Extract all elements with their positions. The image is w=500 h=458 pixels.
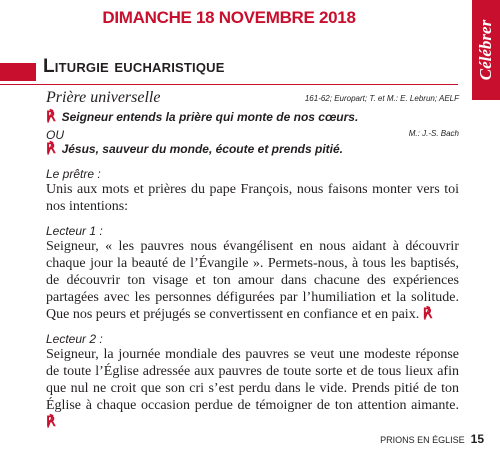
intercession-text: Seigneur, « les pauvres nous évangélisent en nous aidant à découvrir chaque jour la beauté de l’Évangile ». Permets-nous, à tous les baptisés, de découvrir ton visage et ton amour dans chacune des expériences partagées avec les personnes défigurées par l’humiliation et la solitude. Que nos peurs et préjugés se convertissent en confiance et en paix. xyxy=(46,239,459,322)
prayer-credit: 161-62; Europart; T. et M.: E. Lebrun; AELF xyxy=(304,94,459,103)
alternative-credit: M.: J.-S. Bach xyxy=(408,129,459,138)
speaker-lecteur-2: Lecteur 2 : xyxy=(46,332,103,346)
section-title: Liturgie eucharistique xyxy=(43,56,225,77)
section-marker-bar xyxy=(0,63,36,81)
refrain-1-text: Seigneur entends la prière qui monte de nos cœurs. xyxy=(61,110,359,124)
speaker-lecteur-1: Lecteur 1 : xyxy=(46,224,103,238)
publication-name: PRIONS EN ÉGLISE xyxy=(380,435,465,445)
alternative-label: OU xyxy=(46,128,64,142)
section-side-tab xyxy=(472,0,500,100)
intercession-text: Seigneur, la journée mondiale des pauvres se veut une modeste réponse de toute l’Église adressée aux pauvres de toute sorte et de tous lieux afin que nul ne croit que son cri s’est perdu dans le vide. Prends pitié de ton Église à chaque occasion perdue de témoigner de ton attention aimante. xyxy=(46,347,459,413)
refrain-2 xyxy=(46,141,459,158)
main-content xyxy=(46,89,459,431)
section-divider xyxy=(0,84,458,85)
page-date-heading: DIMANCHE 18 NOVEMBRE 2018 xyxy=(102,8,356,27)
intercession-text: Unis aux mots et prières du pape François, nous faisons monter vers toi nos intentions: xyxy=(46,182,459,214)
speaker-priest: Le prêtre : xyxy=(46,167,101,181)
intercession-lecteur-2 xyxy=(46,346,459,431)
page-footer xyxy=(380,432,484,446)
refrain-2-text: Jésus, sauveur du monde, écoute et prends pitié. xyxy=(61,142,343,156)
alternative-row xyxy=(46,126,459,141)
side-tab-label: Célébrer xyxy=(476,19,495,81)
prayer-title: Prière universelle xyxy=(46,89,161,106)
intercession-priest xyxy=(46,181,459,215)
response-symbol: ℟ xyxy=(46,142,56,157)
page-number: 15 xyxy=(470,432,484,446)
response-mark: ℟ xyxy=(422,307,433,322)
prayer-header xyxy=(46,89,459,109)
intercession-lecteur-1 xyxy=(46,238,459,323)
refrain-1 xyxy=(46,109,459,126)
response-symbol: ℟ xyxy=(46,110,56,125)
response-mark: ℟ xyxy=(46,415,56,430)
